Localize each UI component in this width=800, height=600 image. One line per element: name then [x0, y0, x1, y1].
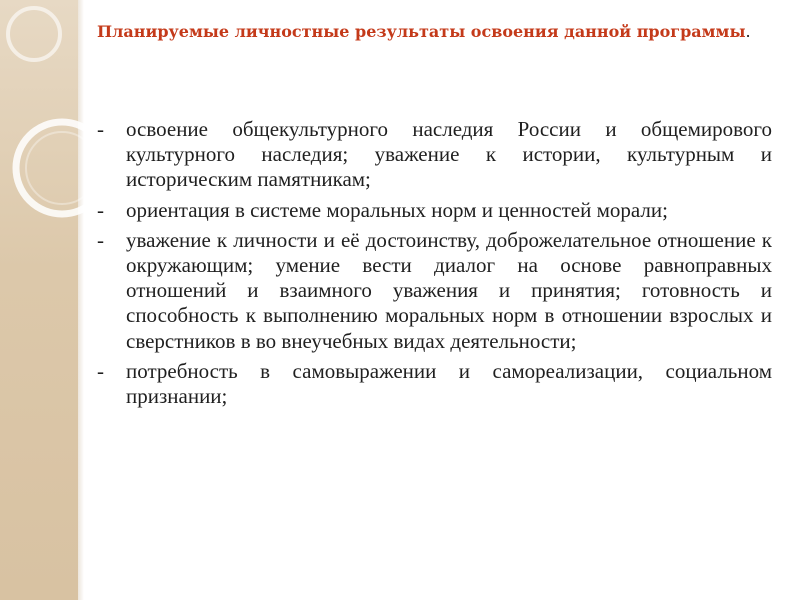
list-item: [97, 359, 772, 409]
list-item-text: уважение к личности и её достоинству, доброжелательное отношение к окружающим; умение вести диалог на основе равноправных отношений и взаимного уважения и принятия; готовность и способность к выполнению моральных норм в отношении взрослых и сверстников в во внеучебных видах деятельности;: [126, 227, 772, 353]
results-list: [97, 117, 772, 414]
left-decorative-band: [0, 0, 78, 600]
slide-title-period: .: [745, 22, 751, 41]
slide-title: [97, 18, 772, 45]
list-item-text: освоение общекультурного наследия России и общемирового культурного наследия; уважение к истории, культурным и историческим памятникам;: [126, 117, 772, 192]
list-item-dash: -: [97, 227, 104, 252]
list-item-text: ориентация в системе моральных норм и ценностей морали;: [126, 197, 668, 222]
left-band-shadow: [78, 0, 84, 600]
list-item: [97, 117, 772, 193]
list-item-dash: -: [97, 117, 104, 141]
slide-title-text: Планируемые личностные результаты освоения данной программы: [97, 22, 746, 41]
list-item-dash: -: [97, 197, 104, 222]
list-item-text: потребность в самовыражении и самореализации, социальном признании;: [126, 358, 772, 409]
list-item: [97, 198, 772, 223]
list-item: [97, 228, 772, 354]
list-item-dash: -: [97, 358, 104, 383]
